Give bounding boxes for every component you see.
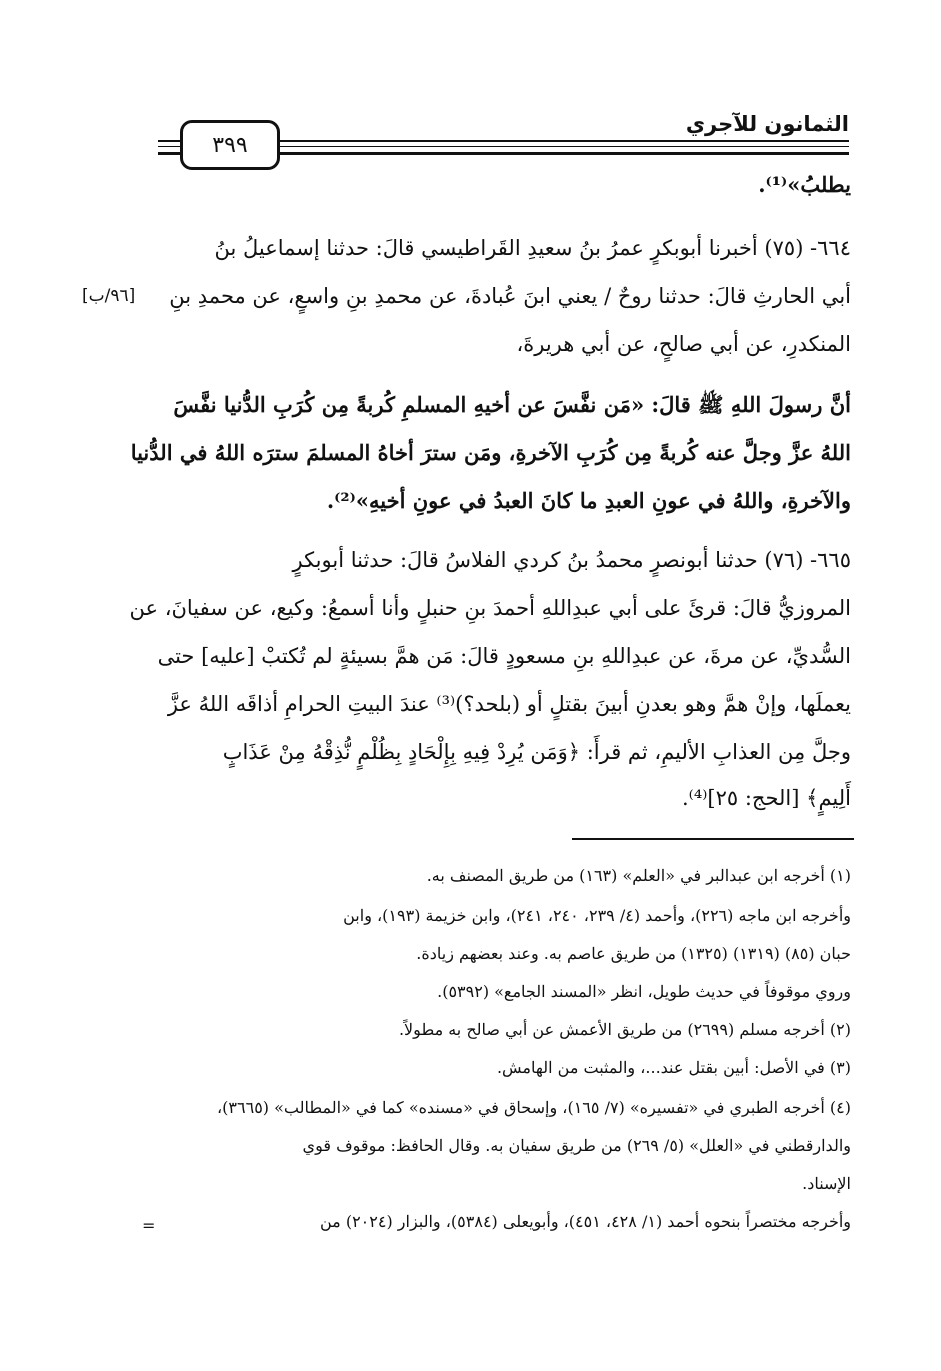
body-line-4: المنكدرِ، عن أبي صالحٍ، عن أبي هريرةَ، (516, 332, 851, 356)
footnote-line-8: والدارقطني في «العلل» (٥/ ٢٦٩) من طريق سفيان به. وقال الحافظ: موقوف قوي (302, 1136, 851, 1155)
body-line-3: أبي الحارثِ قالَ: حدثنا روحٌ / يعني ابنَ عُبادةَ، عن محمدِ بنِ واسعٍ، عن محمدِ بنِ (169, 284, 851, 308)
footnote-line-10: وأخرجه مختصراً بنحوه أحمد (١/ ٤٢٨، ٤٥١)، وأبويعلى (٥٣٨٤)، والبزار (٢٠٢٤) من (320, 1212, 851, 1231)
body-line-6: اللهُ عزَّ وجلَّ عنه كُربةً مِن كُرَبِ الآخرةِ، ومَن سترَ أخاهُ المسلمَ سترَه اللهُ في الدُّنيا (130, 440, 851, 465)
footnote-line-1: (١) أخرجه ابن عبدالبر في «العلم» (١٦٣) من طريق المصنف به. (426, 866, 851, 885)
book-title: الثمانون للآجري (685, 112, 849, 136)
footnote-separator (572, 838, 854, 840)
body-line-9: المروزيُّ قالَ: قرئَ على أبي عبدِاللهِ أحمدَ بنِ حنبلٍ وأنا أسمعُ: وكيع، عن سفيانَ، عن (129, 596, 851, 620)
footnote-line-4: وروي موقوفاً في حديث طويل، انظر «المسند الجامع» (٥٣٩٢). (437, 982, 851, 1001)
footnote-line-2: وأخرجه ابن ماجه (٢٢٦)، وأحمد (٤/ ٢٣٩، ٢٤٠، ٢٤١)، وابن خزيمة (١٩٣)، وابن (343, 906, 851, 925)
footnote-line-7: (٤) أخرجه الطبري في «تفسيره» (٧/ ١٦٥)، وإسحاق في «مسنده» كما في «المطالب» (٣٦٦٥)، (217, 1098, 851, 1117)
footnote-line-3: حبان (٨٥) (١٣١٩) (١٣٢٥) من طريق عاصم به. وعند بعضهم زيادة. (416, 944, 851, 963)
manuscript-folio-ref: [٩٦/ب] (82, 286, 136, 306)
page-number: ٣٩٩ (180, 120, 280, 170)
body-line-10: السُّديِّ، عن مرةَ، عن عبدِاللهِ بنِ مسعودٍ قالَ: مَن همَّ بسيئةٍ لم تُكتبْ [عليه] حتى (157, 644, 851, 668)
body-line-11: يعملَها، وإنْ همَّ وهو بعدنِ أبينَ بقتلٍ أو (بلحد؟)⁽³⁾ عندَ البيتِ الحرامِ أذاقَه اللهُ عزَّ (167, 692, 851, 716)
body-line-2: ٦٦٤- (٧٥) أخبرنا أبوبكرٍ عمرُ بنُ سعيدِ القَراطيسي قالَ: حدثنا إسماعيلُ بنُ (214, 236, 851, 260)
footnote-line-5: (٢) أخرجه مسلم (٢٦٩٩) من طريق الأعمش عن أبي صالح به مطولاً. (398, 1020, 851, 1039)
continuation-mark: = (142, 1216, 156, 1235)
body-line-5: أنَّ رسولَ اللهِ ﷺ قالَ: «مَن نفَّسَ عن أخيهِ المسلمِ كُربةً مِن كُرَبِ الدُّنيا نفَّسَ (173, 392, 851, 417)
footnote-line-9: الإسناد. (802, 1174, 851, 1193)
body-line-13: أَلِيمٍ﴾ [الحج: ٢٥]⁽⁴⁾. (681, 786, 851, 810)
body-line-7: والآخرةِ، واللهُ في عونِ العبدِ ما كانَ العبدُ في عونِ أخيهِ»⁽²⁾. (326, 488, 851, 513)
body-line-8: ٦٦٥- (٧٦) حدثنا أبونصرٍ محمدُ بنُ كردي الفلاسُ قالَ: حدثنا أبوبكرٍ (292, 548, 851, 572)
body-line-1: يطلبُ»⁽¹⁾. (758, 172, 851, 197)
footnote-line-6: (٣) في الأصل: أبين بقتل عند...، والمثبت من الهامش. (496, 1058, 851, 1077)
body-line-12: وجلَّ مِن العذابِ الأليمِ، ثم قرأَ: ﴿وَمَن يُرِدْ فِيهِ بِإِلْحَادٍ بِظُلْمٍ نُّذِقْهُ مِنْ عَذَابٍ (222, 740, 851, 764)
